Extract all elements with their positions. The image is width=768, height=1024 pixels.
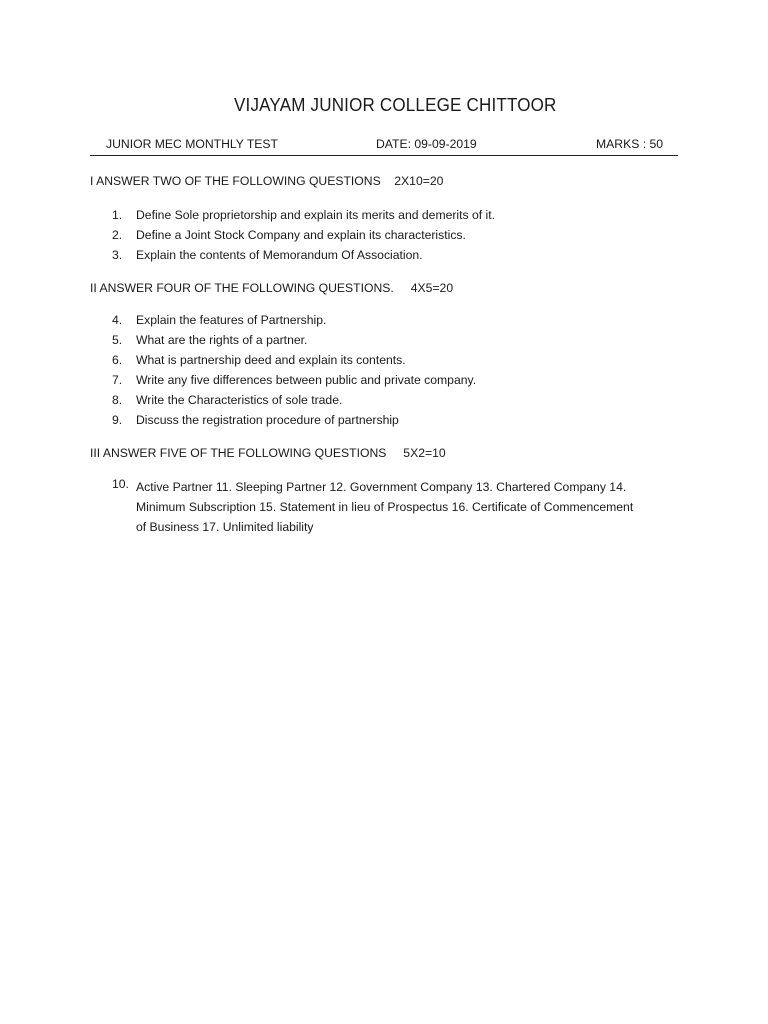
question-number: 1.: [112, 208, 123, 222]
question-item: [90, 353, 680, 373]
question-text: Explain the contents of Memorandum Of Association.: [136, 248, 423, 262]
section-1-title: I ANSWER TWO OF THE FOLLOWING QUESTIONS 2X10=20: [90, 174, 444, 188]
question-text: Define Sole proprietorship and explain its merits and demerits of it.: [136, 208, 496, 222]
question-text: Discuss the registration procedure of partnership: [136, 413, 399, 427]
question-item: [90, 373, 680, 393]
question-number: 2.: [112, 228, 123, 242]
question-text: Define a Joint Stock Company and explain its characteristics.: [136, 228, 466, 242]
question-number: 3.: [112, 248, 123, 262]
section-3-title: III ANSWER FIVE OF THE FOLLOWING QUESTIONS 5X2=10: [90, 446, 446, 460]
question-item: [90, 228, 680, 248]
question-item: [90, 313, 680, 333]
question-number: 7.: [112, 373, 123, 387]
total-marks: MARKS : 50: [596, 137, 664, 151]
question-text: Explain the features of Partnership.: [136, 313, 327, 327]
question-number: 10.: [112, 477, 129, 491]
question-text: Write the Characteristics of sole trade.: [136, 393, 343, 407]
section-3-questions: [90, 477, 680, 537]
question-text: What is partnership deed and explain its contents.: [136, 353, 406, 367]
question-item: [90, 393, 680, 413]
college-title: VIJAYAM JUNIOR COLLEGE CHITTOOR: [234, 94, 557, 115]
question-item: [90, 413, 680, 433]
question-number: 6.: [112, 353, 123, 367]
question-text: What are the rights of a partner.: [136, 333, 308, 347]
section-2-questions: [90, 313, 680, 433]
question-number: 9.: [112, 413, 123, 427]
test-name: JUNIOR MEC MONTHLY TEST: [106, 137, 278, 151]
question-number: 4.: [112, 313, 123, 327]
section-2-title: II ANSWER FOUR OF THE FOLLOWING QUESTIONS. 4X5=20: [90, 281, 454, 295]
question-text: Write any five differences between public and private company.: [136, 373, 477, 387]
exam-date: DATE: 09-09-2019: [376, 137, 477, 151]
question-item: [90, 208, 680, 228]
question-item: [90, 248, 680, 268]
section-1-questions: [90, 208, 680, 268]
question-text: Active Partner 11. Sleeping Partner 12. Government Company 13. Chartered Company 14. Minimum Subscription 15. Statement in lieu of Prospectus 16. Certificate of Commencement of Business 17. Unlimited liability: [136, 480, 634, 534]
question-number: 5.: [112, 333, 123, 347]
question-item: [90, 333, 680, 353]
question-item: [90, 477, 680, 537]
question-number: 8.: [112, 393, 123, 407]
exam-header: [90, 137, 678, 156]
